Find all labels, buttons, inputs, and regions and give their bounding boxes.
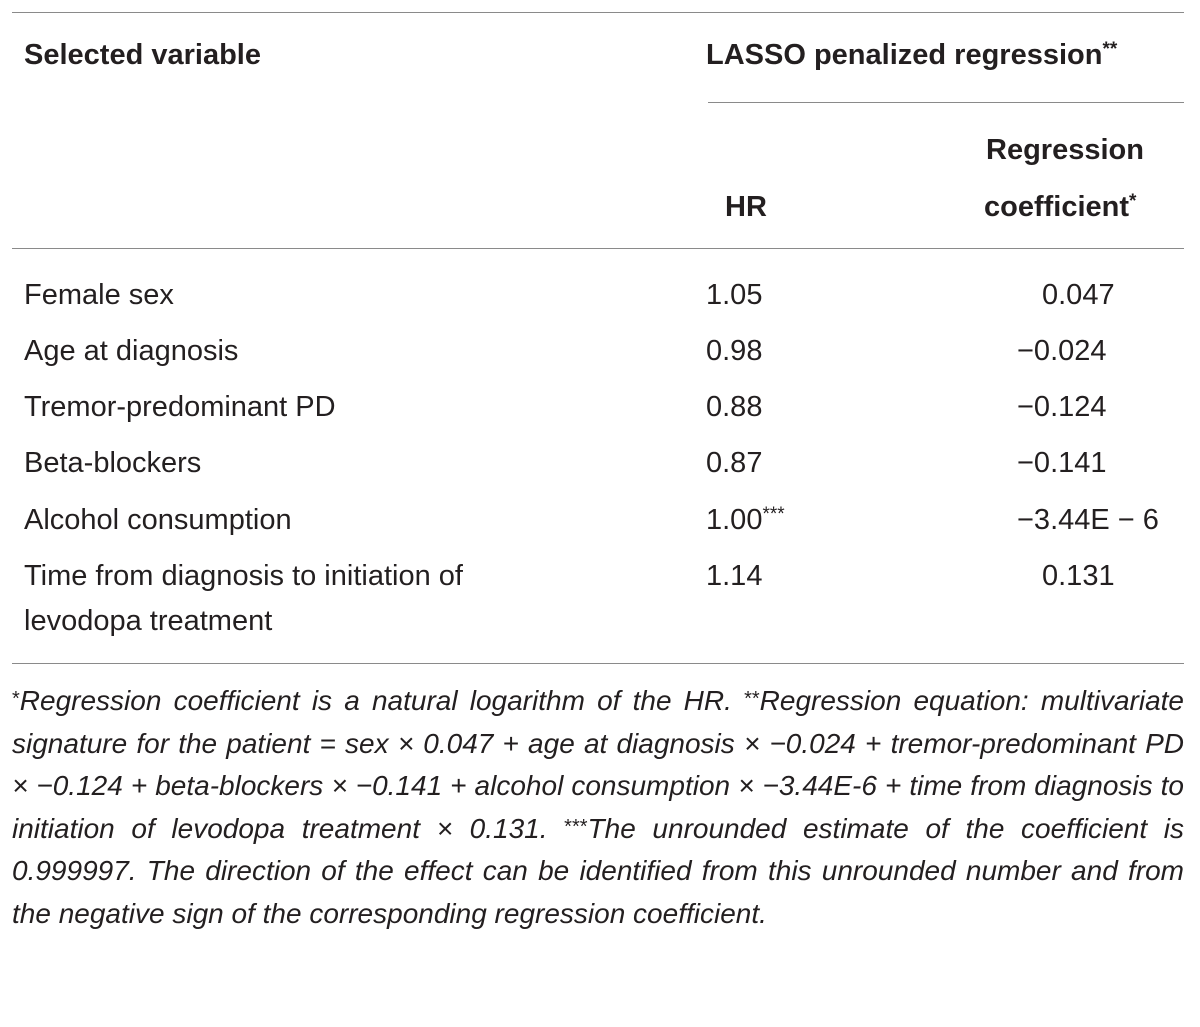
footnote-text-3: The unrounded estimate of the coefficient is 0.999997. The direction of the effect can be identified from this unrounded number and from the negative sign of the corresponding regression coefficient. — [12, 812, 1184, 929]
table-row-hr: 1.00*** — [706, 504, 785, 536]
hr-footnote-marker: *** — [762, 504, 785, 525]
table-row-variable: Beta-blockers — [24, 447, 202, 479]
table-row-coefficient: 0.131 — [1042, 560, 1115, 592]
table-row-hr: 0.88 — [706, 391, 763, 423]
header-bottom-rule — [12, 248, 1184, 249]
header-lasso-group: LASSO penalized regression** — [706, 39, 1118, 71]
table-row-coefficient: −0.024 — [1017, 335, 1107, 367]
table-row-variable: Time from diagnosis to initiation of — [24, 560, 463, 592]
footnote-text-1: Regression coefficient is a natural logarithm of the HR. — [19, 685, 745, 716]
header-hr: HR — [725, 191, 767, 223]
regression-footnote-marker: * — [1129, 191, 1137, 212]
table-row-coefficient: −0.141 — [1017, 447, 1107, 479]
lasso-footnote-marker: ** — [1102, 39, 1118, 60]
footnote-text-2: Regression equation: multivariate signature for the patient = sex × 0.047 + age at diagnosis × −0.024 + tremor-predominant PD × −0.124 + beta-blockers × −0.141 + alcohol consumption × −3.44E-6 + time from diagnosis to initiation of levodopa treatment × 0.131. — [12, 685, 1184, 844]
table-row-hr: 1.14 — [706, 560, 763, 592]
table-row-hr: 0.98 — [706, 335, 763, 367]
table-bottom-rule — [12, 663, 1184, 664]
table-row-coefficient: −3.44E − 6 — [1017, 504, 1159, 536]
footnote-marker-1: * — [12, 688, 20, 710]
header-regression-line1: Regression — [986, 134, 1144, 166]
header-regression-line2: coefficient* — [984, 191, 1137, 223]
table-row-hr: 1.05 — [706, 279, 763, 311]
footnote-marker-3: *** — [564, 815, 588, 838]
table-row-variable: Alcohol consumption — [24, 504, 292, 536]
table-row-variable: Age at diagnosis — [24, 335, 239, 367]
table-row-coefficient: −0.124 — [1017, 391, 1107, 423]
table-row-hr: 0.87 — [706, 447, 763, 479]
table-footnote — [12, 680, 1184, 936]
table-row-variable: Female sex — [24, 279, 174, 311]
table-row-coefficient: 0.047 — [1042, 279, 1115, 311]
table-row-variable: Tremor-predominant PD — [24, 391, 336, 423]
header-selected-variable: Selected variable — [24, 39, 261, 71]
footnote-marker-2: ** — [744, 688, 760, 710]
table-row-variable-line2: levodopa treatment — [24, 605, 273, 637]
top-rule — [12, 12, 1184, 13]
lasso-group-rule — [708, 102, 1184, 103]
